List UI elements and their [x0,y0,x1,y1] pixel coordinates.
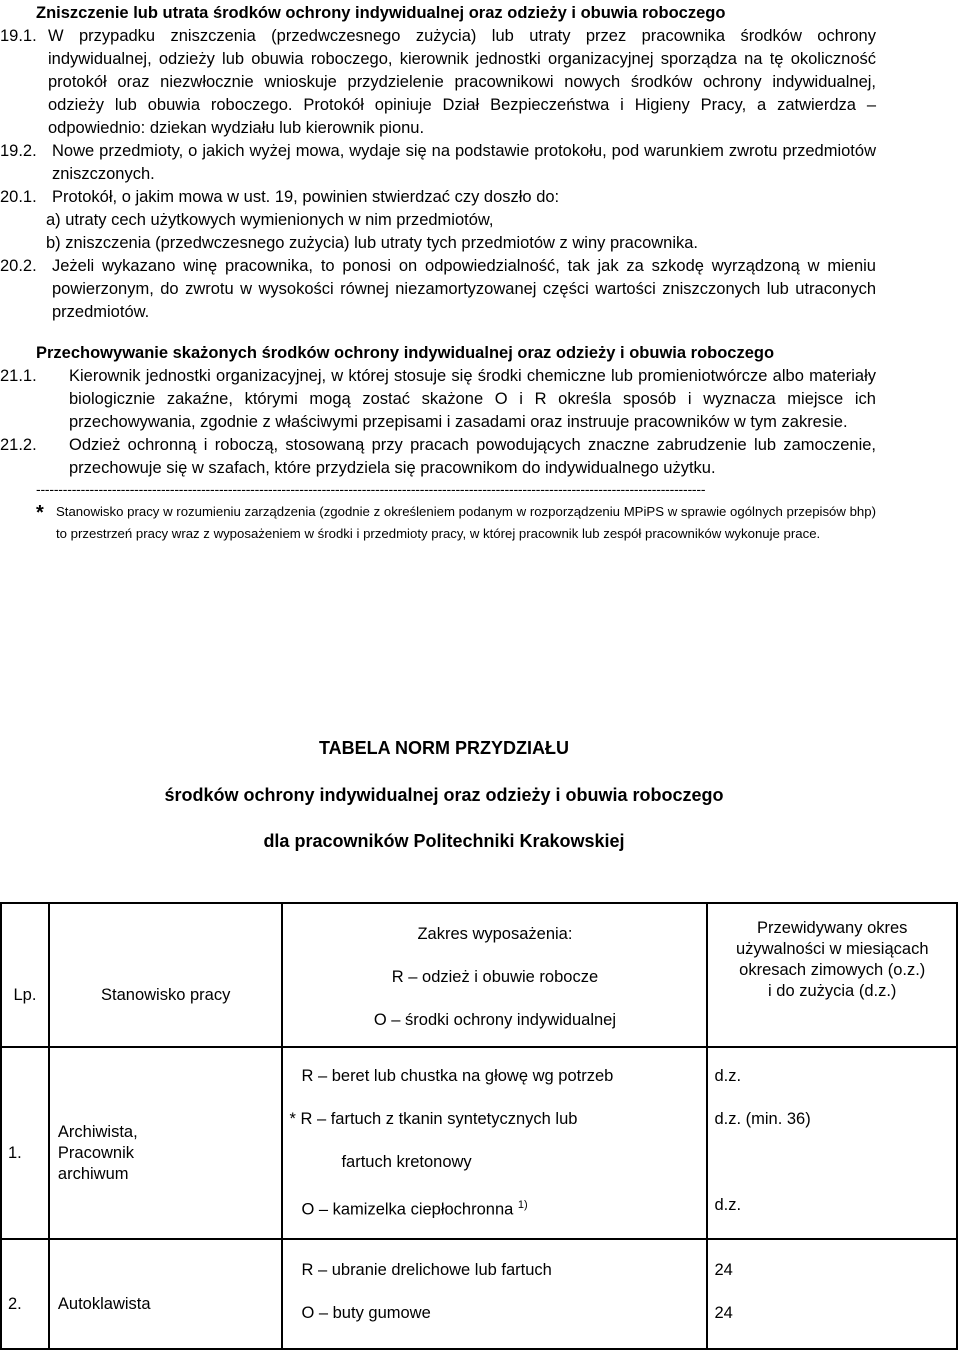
norm-value [714,1152,956,1195]
table-title: TABELA NORM PRZYDZIAŁU [319,738,569,758]
paragraph-number: 21.1. [0,367,37,385]
row-equipment [282,1239,707,1349]
list-item-text: a) utraty cech użytkowych wymienionych w nim przedmiotów, [46,211,494,229]
row-norms [707,1047,957,1239]
footnote-text: Stanowisko pracy w rozumieniu zarządzenia (zgodnie z określeniem podanym w rozporządzeniu MPiPS w sprawie ogólnych przepisów bhp) to przestrzeń pracy wraz z wyposażeniem w środki i przedmioty pracy, w której pracownik lub zespół pracowników wykonuje prace. [56,504,876,541]
row-position [49,1047,283,1239]
header-scope-o: O – środki ochrony indywidualnej [373,1010,617,1029]
paragraph-number: 19.1. [0,27,37,45]
paragraph-number: 20.1. [0,188,37,206]
paragraph-text: W przypadku zniszczenia (przedwczesnego zużycia) lub utraty przez pracownika środków ochrony indywidualnej, odzieży lub obuwia roboczego, kierownik jednostki organizacyjnej sporządza na tę okoliczność protokół oraz niezwłocznie wnioskuje przydzielenie pracownikowi nowych środków ochrony indywidualnej, odzieży lub obuwia roboczego. Protokół opiniuje Dział Bezpieczeństwa i Higieny Pracy, a zatwierdza – odpowiednio: dziekan wydziału lub kierownik pionu. [48,27,876,137]
list-item-text: b) zniszczenia (przedwczesnego zużycia) lub utraty tych przedmiotów z winy pracownika. [46,234,699,252]
header-period-line3: okresach zimowych (o.z.) [739,961,926,979]
norms-table [0,902,958,1350]
header-scope [282,903,707,1047]
header-scope-r: R – odzież i obuwie robocze [391,967,599,986]
paragraph-text: Nowe przedmioty, o jakich wyżej mowa, wydaje się na podstawie protokołu, pod warunkiem zwrotu przedmiotów zniszczonych. [52,142,876,183]
paragraph-text: Odzież ochronną i roboczą, stosowaną przy pracach powodujących znaczne zabrudzenie lub zamoczenie, przechowuje się w szafach, które przydziela się pracownikom do indywidualnego użytku. [69,436,876,477]
equipment-item: R – beret lub chustka na głowę wg potrzeb [301,1067,614,1085]
header-lp-label: Lp. [13,985,37,1004]
table-subtitle-institution: dla pracowników Politechniki Krakowskiej [263,831,625,851]
norm-value: 24 [714,1304,733,1322]
footnote [36,501,876,545]
table-row [1,1047,957,1239]
header-position-label: Stanowisko pracy [101,985,231,1004]
equipment-item: * R – fartuch z tkanin syntetycznych lub [289,1110,578,1128]
paragraph-text: Kierownik jednostki organizacyjnej, w której stosuje się środki chemiczne lub promieniotwórcze albo materiały biologicznie zakaźne, którymi mogą zostać skażone O i R określa sposób i wyznacza miejsce ich przechowywania, zgodnie z właściwymi przepisami i zasadami oraz instruuje pracowników w tym zakresie. [69,367,876,431]
paragraph-21-1 [0,365,876,434]
paragraph-20-2 [0,255,876,324]
equipment-item: R – ubranie drelichowe lub fartuch [301,1261,552,1279]
list-item-a [46,209,876,232]
paragraph-21-2 [0,434,876,480]
position-line: Pracownik [57,1143,135,1162]
norm-value: d.z. [714,1067,742,1085]
footnote-mark: * [36,502,44,524]
header-scope-title: Zakres wyposażenia: [417,924,573,943]
table-subtitle: środków ochrony indywidualnej oraz odzieży i obuwia roboczego [164,785,724,805]
norm-value: d.z. [714,1196,742,1214]
position-line: Autoklawista [57,1294,151,1313]
row-norms [707,1239,957,1349]
equipment-item-with-note [289,1195,706,1238]
row-equipment [282,1047,707,1239]
header-period-line4: i do zużycia (d.z.) [768,982,897,1000]
paragraph-text: Protokół, o jakim mowa w ust. 19, powinien stwierdzać czy doszło do: [52,188,560,206]
section-heading-storage: Przechowywanie skażonych środków ochrony indywidualnej oraz odzieży i obuwia roboczego [36,344,775,362]
header-lp [1,903,49,1047]
header-period-line2: używalności w miesiącach [735,940,929,958]
paragraph-number: 19.2. [0,142,37,160]
paragraph-20-1 [0,186,876,209]
position-line: Archiwista, [57,1122,138,1141]
position-line: archiwum [57,1164,129,1183]
table-header-row [1,903,957,1047]
header-period-line1: Przewidywany okres [757,919,908,937]
row-lp: 2. [1,1239,49,1349]
paragraph-number: 21.2. [0,436,37,454]
row-lp: 1. [1,1047,49,1239]
list-item-b [46,232,876,255]
paragraph-number: 20.2. [0,257,37,275]
footnote-ref: 1) [517,1199,528,1211]
header-period [707,903,957,1047]
equipment-item: O – buty gumowe [301,1304,431,1322]
header-position [49,903,283,1047]
paragraph-19-2 [0,140,876,186]
paragraph-19-1 [0,25,876,140]
row-position [49,1239,283,1349]
table-row [1,1239,957,1349]
equipment-item: fartuch kretonowy [341,1153,472,1171]
section-heading-damage: Zniszczenie lub utrata środków ochrony indywidualnej oraz odzieży i obuwia roboczego [36,4,726,22]
separator-line: ------------------------------------------------------------------------------------------------------------------------------------------------------ [36,482,706,497]
document-page [0,0,876,545]
paragraph-text: Jeżeli wykazano winę pracownika, to ponosi on odpowiedzialność, tak jak za szkodę wyrządzoną w mieniu powierzonym, do zwrotu w wysokości równej niezamortyzowanej części wartości zniszczonych lub utraconych przedmiotów. [52,257,876,321]
norm-value: 24 [714,1261,733,1279]
norm-value: d.z. (min. 36) [714,1110,811,1128]
equipment-item-text: O – kamizelka ciepłochronna [301,1200,514,1219]
